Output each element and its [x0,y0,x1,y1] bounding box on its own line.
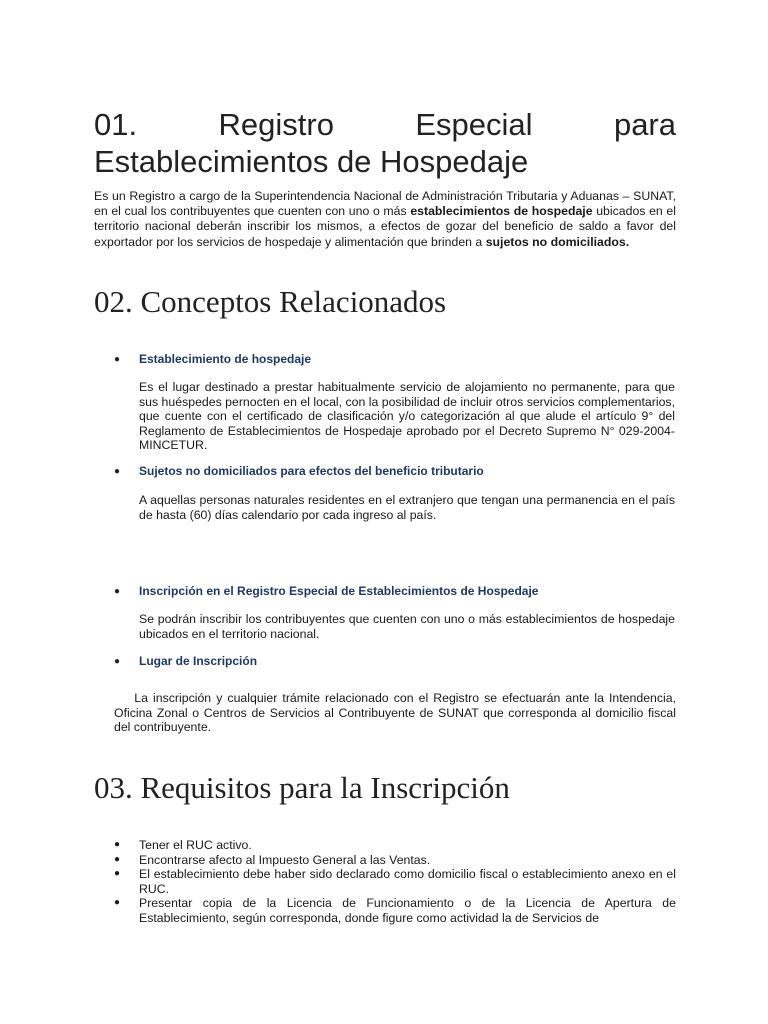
intro-bold: sujetos no domiciliados. [485,234,630,249]
bullet-icon: ● [114,839,121,850]
concept-title: Lugar de Inscripción [139,654,258,668]
title-word: Registro [218,107,334,142]
section1-title-line2: Establecimientos de Hospedaje [94,144,529,179]
section3-title: 03. Requisitos para la Inscripción [94,770,510,805]
list-item-text: Presentar copia de la Licencia de Funcionamiento o de la Licencia de Apertura de Establecimiento, según corresponda, donde figure como actividad la de Servicios de [139,896,676,925]
section2-title: 02. Conceptos Relacionados [94,284,447,319]
title-word: Especial [415,107,533,142]
list-item-text: Encontrarse afecto al Impuesto General a las Ventas. [139,852,431,867]
bullet-icon: ● [114,466,121,477]
intro-text: Es un Registro a cargo de la Superintendencia Nacional de Administración Tributaria y Aduanas – SUNAT, en el cual los contribuyentes que cuenten con uno o más [94,189,676,219]
intro-text: ubicados en el territorio nacional deberán inscribir los mismos, a efectos de gozar del beneficio de saldo a favor del exportador por los servicios de hospedaje y alimentación que brinden a [94,204,676,249]
bullet-icon: ● [114,897,121,909]
list-item-text: Tener el RUC activo. [139,838,252,852]
bullet-icon: ● [114,656,121,667]
section1-title [94,106,676,180]
list-item [94,838,676,853]
section1-title-line1 [94,106,676,143]
title-word: 01. [94,107,138,142]
bullet-icon: ● [114,586,121,597]
bullet-icon: ● [114,354,121,365]
requirements-list [94,838,676,926]
title-word: para [613,107,676,142]
list-item [94,853,676,868]
concept-body: A aquellas personas naturales residentes en el extranjero que tengan una permanencia en el país de hasta (60) días calendario por cada ingreso al país. [139,493,675,522]
list-item-text: El establecimiento debe haber sido declarado como domicilio fiscal o establecimiento anexo en el RUC. [139,867,676,896]
intro-bold: establecimientos de hospedaje [410,204,593,219]
bullet-icon: ● [114,868,121,880]
lugar-text: La inscripción y cualquier trámite relacionado con el Registro se efectuarán ante la Intendencia, Oficina Zonal o Centros de Servicios al Contribuyente de SUNAT que corresponda al domicilio fiscal del contribuyente. [114,691,677,735]
concept-body [114,691,676,735]
section1-intro [94,189,676,250]
concept-title: Sujetos no domiciliados para efectos del beneficio tributario [139,464,484,478]
bullet-icon: ● [114,853,121,865]
concept-body: Se podrán inscribir los contribuyentes que cuenten con uno o más establecimientos de hospedaje ubicados en el territorio nacional. [139,612,675,641]
concept-title: Establecimiento de hospedaje [139,352,312,366]
list-item [94,867,676,896]
list-item [94,896,676,925]
concept-body: Es el lugar destinado a prestar habitualmente servicio de alojamiento no permanente, para que sus huéspedes pernocten en el local, con la posibilidad de incluir otros servicios complementarios, que cuente con el certificado de clasificación y/o categorización al que alude el artículo 9° del Reglamento de Establecimientos de Hospedaje aprobado por el Decreto Supremo N° 029-2004-MINCETUR. [139,380,675,453]
concept-title: Inscripción en el Registro Especial de Establecimientos de Hospedaje [139,584,539,598]
